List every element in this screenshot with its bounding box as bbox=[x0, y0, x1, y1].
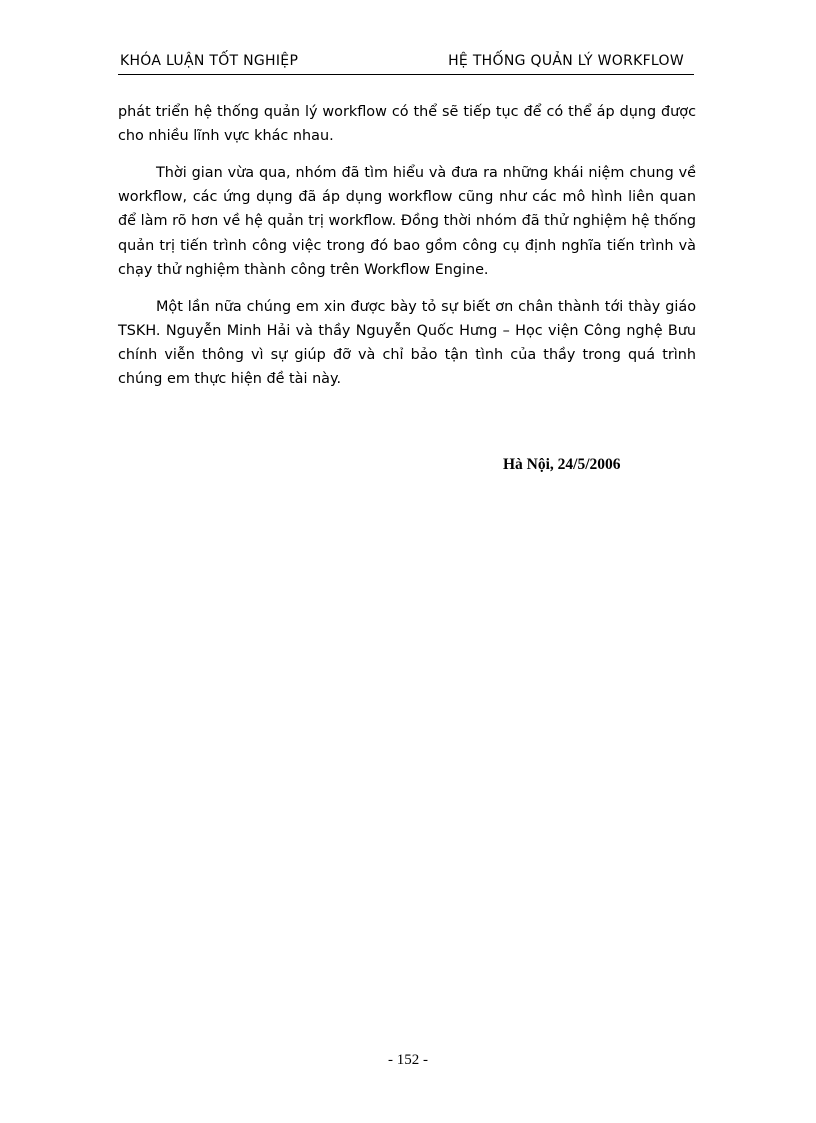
header-topic-label: HỆ THỐNG QUẢN LÝ WORKFLOW bbox=[448, 53, 684, 69]
page-number: - 152 - bbox=[388, 1052, 428, 1068]
header-thesis-label: KHÓA LUẬN TỐT NGHIỆP bbox=[120, 53, 299, 69]
paragraph-acknowledgement: Một lần nữa chúng em xin được bày tỏ sự biết ơn chân thành tới thày giáo TSKH. Nguyễn Minh Hải và thầy Nguyễn Quốc Hưng – Học viện Công nghệ Bưu chính viễn thông vì sự giúp đỡ và chỉ bảo tận tình của thầy trong quá trình chúng em thực hiện đề tài này. bbox=[118, 298, 696, 388]
paragraph-summary: Thời gian vừa qua, nhóm đã tìm hiểu và đưa ra những khái niệm chung về workflow, các ứng dụng đã áp dụng workflow cũng như các mô hình liên quan để làm rõ hơn về hệ quản trị workflow. Đồng thời nhóm đã thử nghiệm hệ thống quản trị tiến trình công việc trong đó bao gồm công cụ định nghĩa tiến trình và chạy thử nghiệm thành công trên Workflow Engine. bbox=[118, 165, 696, 278]
body-text bbox=[118, 100, 696, 404]
paragraph-continuation: phát triển hệ thống quản lý workflow có thể sẽ tiếp tục để có thể áp dụng được cho nhiều lĩnh vực khác nhau. bbox=[118, 104, 696, 145]
page-header bbox=[118, 52, 694, 75]
place-date-signature: Hà Nội, 24/5/2006 bbox=[503, 456, 621, 473]
